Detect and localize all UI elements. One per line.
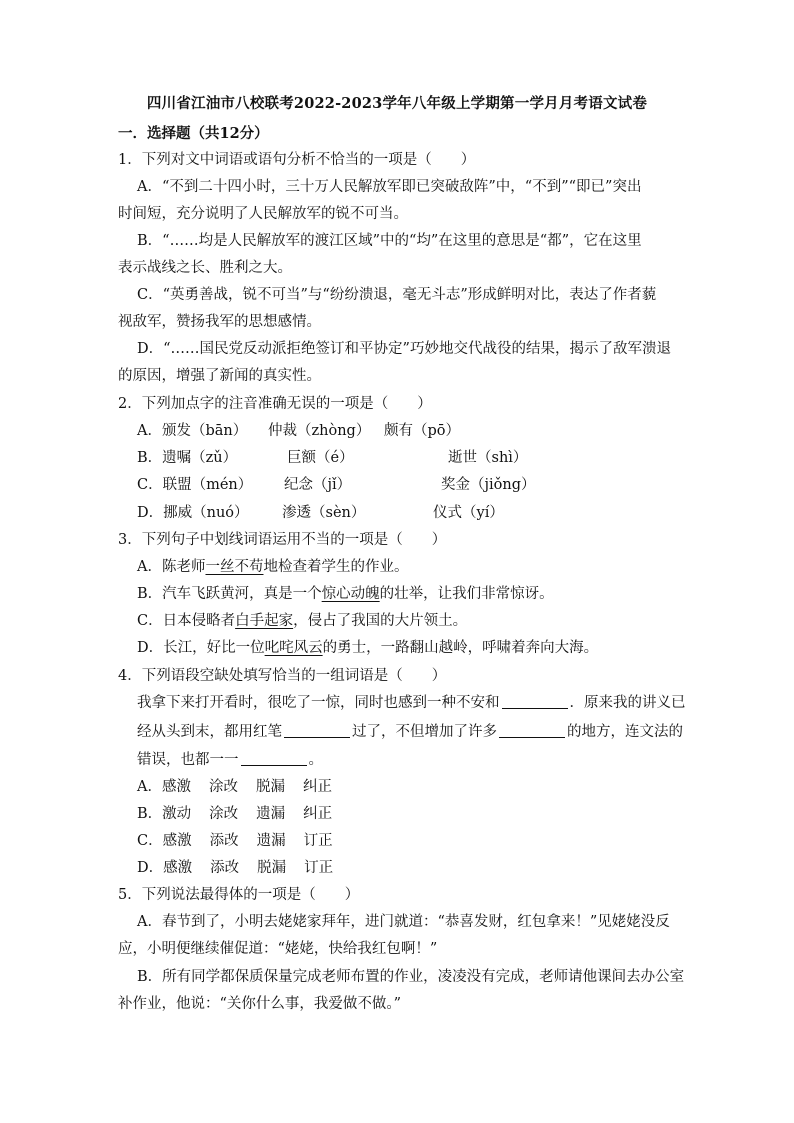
question-4-option-b <box>137 804 350 824</box>
section-heading: 一．选择题（共12分） <box>118 125 269 142</box>
passage-text: 错误，也都一一 <box>137 752 239 768</box>
option-text: 的壮举，让我们非常惊讶。 <box>379 586 554 602</box>
option-text: A．陈老师 <box>137 559 206 575</box>
question-1-option-d: D．“……国民党反动派拒绝签订和平协定”巧妙地交代战役的结果，揭示了敌军溃退 <box>137 341 671 357</box>
question-1-option-d-cont: 的原因，增强了新闻的真实性。 <box>118 368 321 384</box>
question-4-option-d <box>137 858 351 878</box>
passage-text: 的地方，连文法的 <box>567 724 683 740</box>
option-word: 纠正 <box>302 779 332 795</box>
question-2-c-1: C．联盟（mén） <box>137 477 253 493</box>
option-word: 遗漏 <box>256 806 286 822</box>
question-4-passage-line-2 <box>137 722 683 742</box>
passage-text: 过了，不但增加了许多 <box>352 724 497 740</box>
question-2-c-2: 纪念（jǐ） <box>284 477 352 493</box>
question-4-stem: 4．下列语段空缺处填写恰当的一组词语是（ ） <box>118 668 447 684</box>
question-4-option-a <box>137 777 350 797</box>
question-2-d-1: D．挪威（nuó） <box>137 505 249 521</box>
fill-blank <box>284 723 350 738</box>
question-4-passage-line-3 <box>137 750 323 770</box>
fill-blank <box>502 694 568 709</box>
option-word: 遗漏 <box>256 833 286 849</box>
underlined-phrase: 白手起家 <box>235 613 294 629</box>
option-word: 添改 <box>209 833 239 849</box>
question-2-b-3: 逝世（shì） <box>448 450 528 466</box>
option-word: 脱漏 <box>257 860 287 876</box>
passage-text: 我拿下来打开看时，很吃了一惊，同时也感到一种不安和 <box>137 695 500 711</box>
question-5-option-a-cont: 应，小明便继续催促道：“姥姥，快给我红包啊！” <box>118 941 438 957</box>
question-5-option-b: B．所有同学都保质保量完成老师布置的作业，凌凌没有完成，老师请他课间去办公室 <box>137 969 685 985</box>
question-5-option-b-cont: 补作业，他说：“关你什么事，我爱做不做。” <box>118 996 402 1012</box>
underlined-phrase: 一丝不苟 <box>205 559 264 575</box>
exam-title: 四川省江油市八校联考2022-2023学年八年级上学期第一学月月考语文试卷 <box>146 95 648 112</box>
option-word: C．感激 <box>137 833 192 849</box>
option-word: A．感激 <box>137 779 191 795</box>
option-word: 涂改 <box>208 779 238 795</box>
question-2-a-3: 颇有（pō） <box>384 423 461 439</box>
question-2-b-2: 巨额（é） <box>287 450 354 466</box>
question-1-option-c-cont: 视敌军，赞扬我军的思想感情。 <box>118 314 321 330</box>
option-word: D．感激 <box>137 860 193 876</box>
question-3-option-a <box>137 557 408 577</box>
underlined-phrase: 惊心动魄 <box>321 586 380 602</box>
fill-blank <box>499 723 565 738</box>
question-4-passage-line-1 <box>137 693 686 713</box>
question-1-option-b-cont: 表示战线之长、胜利之大。 <box>118 260 292 276</box>
question-2-a-2: 仲裁（zhòng） <box>268 423 371 439</box>
passage-text: 。 <box>308 752 323 768</box>
question-1-stem: 1．下列对文中词语或语句分析不恰当的一项是（ ） <box>118 152 476 168</box>
question-1-option-b: B．“……均是人民解放军的渡江区域”中的“均”在这里的意思是“都”，它在这里 <box>137 233 642 249</box>
question-2-b-1: B．遗嘱（zǔ） <box>137 450 238 466</box>
question-2-d-2: 渗透（sèn） <box>282 505 366 521</box>
question-5-option-a: A．春节到了，小明去姥姥家拜年，进门就道：“恭喜发财，红包拿来！”见姥姥没反 <box>137 914 670 930</box>
question-3-option-c <box>137 611 467 631</box>
option-word: 涂改 <box>209 806 239 822</box>
option-text: C．日本侵略者 <box>137 613 236 629</box>
passage-text: ．原来我的讲义已 <box>569 695 686 711</box>
option-word: 纠正 <box>303 806 333 822</box>
option-word: 添改 <box>210 860 240 876</box>
option-text: 的勇士，一路翻山越岭，呼啸着奔向大海。 <box>322 640 599 656</box>
question-2-d-3: 仪式（yí） <box>433 505 504 521</box>
option-word: 订正 <box>304 860 334 876</box>
underlined-phrase: 叱咤风云 <box>264 640 323 656</box>
option-text: B．汽车飞跃黄河，真是一个 <box>137 586 322 602</box>
question-2-c-3: 奖金（jiǒng） <box>441 477 536 493</box>
question-2-a-1: A．颁发（bān） <box>137 423 248 439</box>
question-4-option-c <box>137 831 351 851</box>
option-text: D．长江，好比一位 <box>137 640 265 656</box>
fill-blank <box>241 751 307 766</box>
question-3-stem: 3．下列句子中划线词语运用不当的一项是（ ） <box>118 532 447 548</box>
option-word: 订正 <box>303 833 333 849</box>
question-1-option-a: A．“不到二十四小时，三十万人民解放军即已突破敌阵”中，“不到”“即已”突出 <box>137 179 642 195</box>
question-5-stem: 5．下列说法最得体的一项是（ ） <box>118 887 360 903</box>
question-1-option-c: C．“英勇善战，锐不可当”与“纷纷溃退，毫无斗志”形成鲜明对比，表达了作者藐 <box>137 287 657 303</box>
option-text: 地检查着学生的作业。 <box>263 559 409 575</box>
question-1-option-a-cont: 时间短，充分说明了人民解放军的锐不可当。 <box>118 206 408 222</box>
option-word: 脱漏 <box>255 779 285 795</box>
option-word: B．激动 <box>137 806 192 822</box>
passage-text: 经从头到末，都用红笔 <box>137 724 282 740</box>
option-text: ，侵占了我国的大片领土。 <box>293 613 468 629</box>
question-3-option-d <box>137 638 598 658</box>
question-2-stem: 2．下列加点字的注音准确无误的一项是（ ） <box>118 396 432 412</box>
question-3-option-b <box>137 584 554 604</box>
